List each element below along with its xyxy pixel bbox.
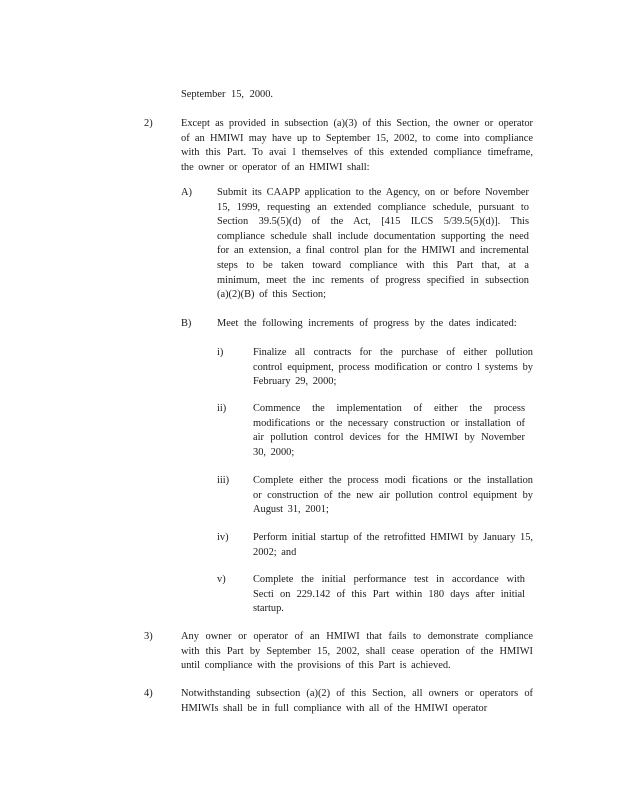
item-2-b-iv-text: Perform initial startup of the retrofitted HMIWI by January 15, 2002; and	[253, 532, 534, 558]
item-2-a-marker: A)	[181, 187, 192, 198]
item-2-b-iii-marker: iii)	[217, 475, 230, 486]
item-2-b-iv-marker: iv)	[217, 532, 229, 543]
item-2-b-ii-text: Commence the implementation of either the process modifications or the necessary construction or installation of air pollution control devices for the HMIWI by November 30, 2000;	[253, 403, 525, 458]
item-2-b-v-text: Complete the initial performance test in accordance with Secti on 229.142 of this Part within 180 days after initial startup.	[253, 574, 525, 615]
item-4-text: Notwithstanding subsection (a)(2) of this Section, all owners or operators of HMIWIs shall be in full compliance with all of the HMIWI operator	[181, 688, 533, 714]
item-2-marker: 2)	[144, 118, 153, 129]
item-2-b-iii-text: Complete either the process modi fications or the installation or construction of the new air pollution control equipment by August 31, 2001;	[253, 475, 533, 516]
continuation-text: September 15, 2000.	[181, 89, 273, 100]
item-2-b-marker: B)	[181, 318, 192, 329]
item-2-b-text: Meet the following increments of progress by the dates indicated:	[217, 318, 517, 329]
item-2-b-ii-marker: ii)	[217, 403, 227, 414]
item-3-marker: 3)	[144, 631, 153, 642]
item-2-b-i-marker: i)	[217, 347, 224, 358]
item-2-b-v-marker: v)	[217, 574, 226, 585]
item-3-text: Any owner or operator of an HMIWI that fails to demonstrate compliance with this Part by September 15, 2002, shall cease operation of the HMIWI until compliance with the provisions of this Part is achieved.	[181, 631, 533, 672]
item-4-marker: 4)	[144, 688, 153, 699]
item-2-a-text: Submit its CAAPP application to the Agency, on or before November 15, 1999, requesting an extended compliance schedule, pursuant to Section 39.5(5)(d) of the Act, [415 ILCS 5/39.5(5)(d)]. This compliance schedule shall include documentation supporting the need for an extension, a final control plan for the HMIWI and incremental steps to be taken toward compliance with this Part that, at a minimum, meet the inc rements of progress specified in subsection (a)(2)(B) of this Section;	[217, 187, 529, 301]
item-2-text: Except as provided in subsection (a)(3) of this Section, the owner or operator of an HMIWI may have up to September 15, 2002, to come into compliance with this Part. To avai l themselves of this extended compliance timeframe, the owner or operator of an HMIWI shall:	[181, 118, 533, 173]
item-2-b-i-text: Finalize all contracts for the purchase of either pollution control equipment, process modification or contro l systems by February 29, 2000;	[253, 347, 533, 388]
